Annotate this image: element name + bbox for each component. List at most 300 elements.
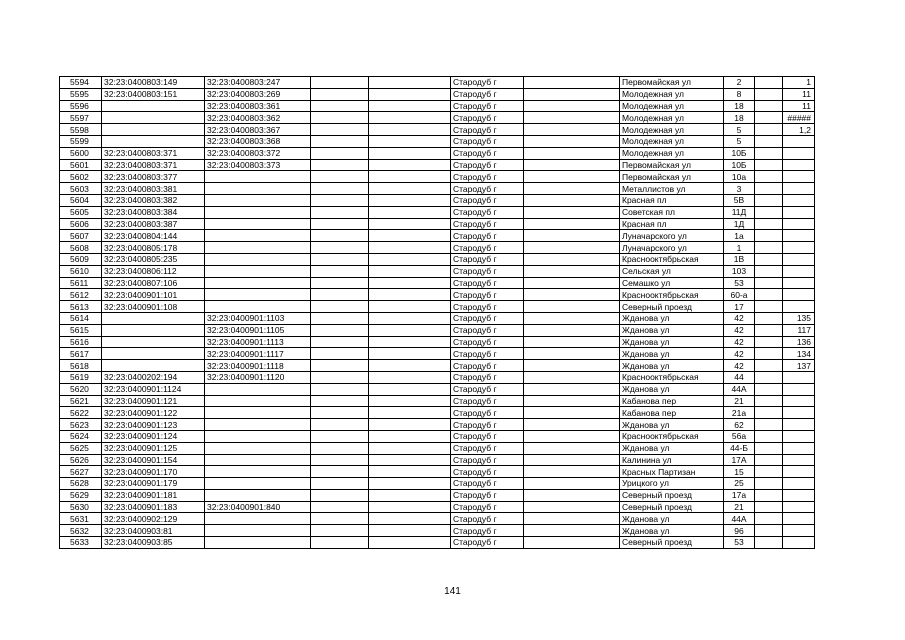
city-cell: Стародуб г <box>451 348 524 360</box>
table-row <box>60 77 815 89</box>
empty-cell-c <box>524 88 620 100</box>
empty-cell-b <box>369 206 451 218</box>
table-row <box>60 312 815 324</box>
table-row <box>60 395 815 407</box>
city-cell: Стародуб г <box>451 442 524 454</box>
house-number-cell: 2 <box>724 77 755 89</box>
empty-cell-b <box>369 454 451 466</box>
house-number-cell: 53 <box>724 277 755 289</box>
cadastral-number-cell: 32:23:0400803:149 <box>102 77 205 89</box>
row-number-cell: 5618 <box>60 360 102 372</box>
apartment-cell: 134 <box>783 348 815 360</box>
table-row <box>60 147 815 159</box>
linked-cadastral-number-cell <box>205 194 311 206</box>
empty-cell-b <box>369 159 451 171</box>
empty-cell-b <box>369 277 451 289</box>
linked-cadastral-number-cell: 32:23:0400803:373 <box>205 159 311 171</box>
linked-cadastral-number-cell: 32:23:0400803:269 <box>205 88 311 100</box>
empty-cell-b <box>369 430 451 442</box>
empty-cell-c <box>524 430 620 442</box>
row-number-cell: 5631 <box>60 513 102 525</box>
apartment-cell <box>783 489 815 501</box>
linked-cadastral-number-cell <box>205 489 311 501</box>
row-number-cell: 5610 <box>60 265 102 277</box>
linked-cadastral-number-cell <box>205 513 311 525</box>
table-row <box>60 289 815 301</box>
row-number-cell: 5600 <box>60 147 102 159</box>
table-row <box>60 242 815 254</box>
street-cell: Северный проезд <box>620 301 724 313</box>
table-row <box>60 253 815 265</box>
empty-cell-a <box>311 383 369 395</box>
empty-cell-c <box>524 100 620 112</box>
house-number-cell: 5 <box>724 135 755 147</box>
empty-cell-b <box>369 194 451 206</box>
empty-cell-b <box>369 265 451 277</box>
cadastral-number-cell <box>102 100 205 112</box>
row-number-cell: 5632 <box>60 525 102 537</box>
row-number-cell: 5602 <box>60 171 102 183</box>
house-number-cell: 11Д <box>724 206 755 218</box>
empty-cell-c <box>524 383 620 395</box>
empty-cell-a <box>311 371 369 383</box>
cadastral-number-cell <box>102 324 205 336</box>
city-cell: Стародуб г <box>451 135 524 147</box>
cadastral-number-cell: 32:23:0400805:178 <box>102 242 205 254</box>
apartment-cell <box>783 383 815 395</box>
empty-cell-c <box>524 525 620 537</box>
table-row <box>60 183 815 195</box>
city-cell: Стародуб г <box>451 430 524 442</box>
row-number-cell: 5620 <box>60 383 102 395</box>
empty-cell-a <box>311 489 369 501</box>
empty-cell-b <box>369 442 451 454</box>
row-number-cell: 5629 <box>60 489 102 501</box>
cadastral-number-cell: 32:23:0400803:377 <box>102 171 205 183</box>
cadastral-number-cell: 32:23:0400803:371 <box>102 159 205 171</box>
row-number-cell: 5598 <box>60 124 102 136</box>
city-cell: Стародуб г <box>451 265 524 277</box>
house-number-cell: 42 <box>724 348 755 360</box>
table-row <box>60 194 815 206</box>
street-cell: Северный проезд <box>620 489 724 501</box>
cadastral-number-cell: 32:23:0400903:85 <box>102 537 205 549</box>
apartment-cell: 11 <box>783 88 815 100</box>
apartment-cell <box>783 277 815 289</box>
cadastral-number-cell: 32:23:0400901:1124 <box>102 383 205 395</box>
city-cell: Стародуб г <box>451 242 524 254</box>
cadastral-number-cell <box>102 135 205 147</box>
city-cell: Стародуб г <box>451 407 524 419</box>
house-number-cell: 1Д <box>724 218 755 230</box>
apartment-cell: 1 <box>783 77 815 89</box>
linked-cadastral-number-cell <box>205 395 311 407</box>
cadastral-number-cell: 32:23:0400903:81 <box>102 525 205 537</box>
house-number-cell: 96 <box>724 525 755 537</box>
street-cell: Луначарского ул <box>620 230 724 242</box>
house-number-cell: 10Б <box>724 159 755 171</box>
apartment-cell <box>783 430 815 442</box>
street-cell: Жданова ул <box>620 348 724 360</box>
empty-cell-c <box>524 466 620 478</box>
house-number-cell: 18 <box>724 112 755 124</box>
linked-cadastral-number-cell: 32:23:0400901:840 <box>205 501 311 513</box>
empty-cell-d <box>755 183 783 195</box>
empty-cell-b <box>369 525 451 537</box>
empty-cell-c <box>524 312 620 324</box>
empty-cell-a <box>311 77 369 89</box>
city-cell: Стародуб г <box>451 206 524 218</box>
cadastral-number-cell: 32:23:0400803:381 <box>102 183 205 195</box>
street-cell: Жданова ул <box>620 360 724 372</box>
linked-cadastral-number-cell <box>205 242 311 254</box>
street-cell: Молодежная ул <box>620 112 724 124</box>
row-number-cell: 5613 <box>60 301 102 313</box>
street-cell: Жданова ул <box>620 419 724 431</box>
house-number-cell: 53 <box>724 537 755 549</box>
empty-cell-a <box>311 88 369 100</box>
empty-cell-d <box>755 242 783 254</box>
table-row <box>60 88 815 100</box>
table-row <box>60 348 815 360</box>
empty-cell-a <box>311 124 369 136</box>
house-number-cell: 8 <box>724 88 755 100</box>
empty-cell-b <box>369 301 451 313</box>
house-number-cell: 15 <box>724 466 755 478</box>
empty-cell-a <box>311 289 369 301</box>
street-cell: Первомайская ул <box>620 171 724 183</box>
street-cell: Молодежная ул <box>620 124 724 136</box>
house-number-cell: 17А <box>724 454 755 466</box>
empty-cell-a <box>311 360 369 372</box>
empty-cell-d <box>755 312 783 324</box>
city-cell: Стародуб г <box>451 77 524 89</box>
empty-cell-c <box>524 253 620 265</box>
empty-cell-c <box>524 194 620 206</box>
linked-cadastral-number-cell <box>205 478 311 490</box>
empty-cell-a <box>311 265 369 277</box>
cadastral-number-cell: 32:23:0400803:371 <box>102 147 205 159</box>
row-number-cell: 5614 <box>60 312 102 324</box>
linked-cadastral-number-cell <box>205 407 311 419</box>
house-number-cell: 44 <box>724 371 755 383</box>
empty-cell-a <box>311 277 369 289</box>
street-cell: Жданова ул <box>620 312 724 324</box>
empty-cell-c <box>524 171 620 183</box>
apartment-cell <box>783 242 815 254</box>
linked-cadastral-number-cell: 32:23:0400803:372 <box>205 147 311 159</box>
empty-cell-b <box>369 371 451 383</box>
row-number-cell: 5605 <box>60 206 102 218</box>
empty-cell-b <box>369 312 451 324</box>
row-number-cell: 5630 <box>60 501 102 513</box>
house-number-cell: 5 <box>724 124 755 136</box>
house-number-cell: 42 <box>724 312 755 324</box>
empty-cell-c <box>524 454 620 466</box>
city-cell: Стародуб г <box>451 312 524 324</box>
linked-cadastral-number-cell: 32:23:0400901:1113 <box>205 336 311 348</box>
empty-cell-a <box>311 242 369 254</box>
empty-cell-d <box>755 100 783 112</box>
empty-cell-b <box>369 230 451 242</box>
empty-cell-d <box>755 230 783 242</box>
city-cell: Стародуб г <box>451 336 524 348</box>
house-number-cell: 103 <box>724 265 755 277</box>
empty-cell-a <box>311 442 369 454</box>
apartment-cell: 137 <box>783 360 815 372</box>
empty-cell-a <box>311 395 369 407</box>
empty-cell-b <box>369 537 451 549</box>
empty-cell-d <box>755 513 783 525</box>
empty-cell-d <box>755 147 783 159</box>
row-number-cell: 5616 <box>60 336 102 348</box>
empty-cell-b <box>369 147 451 159</box>
table-row <box>60 442 815 454</box>
empty-cell-a <box>311 253 369 265</box>
city-cell: Стародуб г <box>451 218 524 230</box>
street-cell: Молодежная ул <box>620 88 724 100</box>
empty-cell-c <box>524 348 620 360</box>
house-number-cell: 44А <box>724 513 755 525</box>
cadastral-number-cell: 32:23:0400901:101 <box>102 289 205 301</box>
house-number-cell: 5В <box>724 194 755 206</box>
empty-cell-c <box>524 407 620 419</box>
linked-cadastral-number-cell <box>205 537 311 549</box>
empty-cell-a <box>311 112 369 124</box>
apartment-cell <box>783 454 815 466</box>
empty-cell-d <box>755 289 783 301</box>
row-number-cell: 5595 <box>60 88 102 100</box>
city-cell: Стародуб г <box>451 194 524 206</box>
house-number-cell: 10а <box>724 171 755 183</box>
empty-cell-c <box>524 218 620 230</box>
house-number-cell: 17а <box>724 489 755 501</box>
cadastral-number-cell: 32:23:0400805:235 <box>102 253 205 265</box>
house-number-cell: 10Б <box>724 147 755 159</box>
empty-cell-b <box>369 88 451 100</box>
apartment-cell <box>783 194 815 206</box>
table-row <box>60 383 815 395</box>
street-cell: Северный проезд <box>620 537 724 549</box>
empty-cell-a <box>311 501 369 513</box>
empty-cell-d <box>755 88 783 100</box>
empty-cell-a <box>311 147 369 159</box>
apartment-cell: 117 <box>783 324 815 336</box>
table-row <box>60 430 815 442</box>
cadastral-number-cell: 32:23:0400807:106 <box>102 277 205 289</box>
empty-cell-d <box>755 77 783 89</box>
empty-cell-b <box>369 218 451 230</box>
empty-cell-a <box>311 513 369 525</box>
empty-cell-c <box>524 301 620 313</box>
empty-cell-a <box>311 230 369 242</box>
empty-cell-b <box>369 183 451 195</box>
apartment-cell <box>783 478 815 490</box>
empty-cell-b <box>369 478 451 490</box>
linked-cadastral-number-cell: 32:23:0400803:367 <box>205 124 311 136</box>
empty-cell-c <box>524 206 620 218</box>
empty-cell-a <box>311 454 369 466</box>
linked-cadastral-number-cell <box>205 206 311 218</box>
apartment-cell <box>783 395 815 407</box>
house-number-cell: 3 <box>724 183 755 195</box>
empty-cell-a <box>311 430 369 442</box>
empty-cell-c <box>524 501 620 513</box>
linked-cadastral-number-cell <box>205 265 311 277</box>
cadastral-number-cell: 32:23:0400901:108 <box>102 301 205 313</box>
city-cell: Стародуб г <box>451 395 524 407</box>
empty-cell-b <box>369 407 451 419</box>
linked-cadastral-number-cell <box>205 253 311 265</box>
street-cell: Калинина ул <box>620 454 724 466</box>
empty-cell-c <box>524 289 620 301</box>
table-row <box>60 301 815 313</box>
empty-cell-b <box>369 419 451 431</box>
city-cell: Стародуб г <box>451 289 524 301</box>
empty-cell-d <box>755 194 783 206</box>
row-number-cell: 5623 <box>60 419 102 431</box>
street-cell: Молодежная ул <box>620 135 724 147</box>
empty-cell-d <box>755 537 783 549</box>
linked-cadastral-number-cell <box>205 466 311 478</box>
row-number-cell: 5608 <box>60 242 102 254</box>
linked-cadastral-number-cell: 32:23:0400803:362 <box>205 112 311 124</box>
linked-cadastral-number-cell: 32:23:0400901:1118 <box>205 360 311 372</box>
street-cell: Первомайская ул <box>620 77 724 89</box>
empty-cell-a <box>311 159 369 171</box>
street-cell: Кабанова пер <box>620 395 724 407</box>
street-cell: Краснооктябрьская <box>620 289 724 301</box>
apartment-cell <box>783 253 815 265</box>
empty-cell-d <box>755 489 783 501</box>
city-cell: Стародуб г <box>451 147 524 159</box>
linked-cadastral-number-cell <box>205 442 311 454</box>
city-cell: Стародуб г <box>451 383 524 395</box>
house-number-cell: 18 <box>724 100 755 112</box>
city-cell: Стародуб г <box>451 88 524 100</box>
city-cell: Стародуб г <box>451 183 524 195</box>
city-cell: Стародуб г <box>451 478 524 490</box>
empty-cell-d <box>755 360 783 372</box>
house-number-cell: 21а <box>724 407 755 419</box>
apartment-cell <box>783 159 815 171</box>
city-cell: Стародуб г <box>451 230 524 242</box>
apartment-cell <box>783 135 815 147</box>
table-row <box>60 360 815 372</box>
cadastral-number-cell: 32:23:0400901:124 <box>102 430 205 442</box>
empty-cell-a <box>311 183 369 195</box>
empty-cell-c <box>524 537 620 549</box>
empty-cell-a <box>311 301 369 313</box>
empty-cell-d <box>755 159 783 171</box>
city-cell: Стародуб г <box>451 100 524 112</box>
empty-cell-a <box>311 419 369 431</box>
row-number-cell: 5626 <box>60 454 102 466</box>
linked-cadastral-number-cell <box>205 289 311 301</box>
linked-cadastral-number-cell <box>205 171 311 183</box>
empty-cell-c <box>524 489 620 501</box>
empty-cell-a <box>311 135 369 147</box>
empty-cell-d <box>755 124 783 136</box>
empty-cell-d <box>755 135 783 147</box>
apartment-cell <box>783 218 815 230</box>
empty-cell-b <box>369 100 451 112</box>
street-cell: Жданова ул <box>620 442 724 454</box>
empty-cell-a <box>311 348 369 360</box>
apartment-cell <box>783 289 815 301</box>
cadastral-number-cell: 32:23:0400901:125 <box>102 442 205 454</box>
house-number-cell: 42 <box>724 324 755 336</box>
empty-cell-a <box>311 312 369 324</box>
linked-cadastral-number-cell <box>205 525 311 537</box>
apartment-cell: 11 <box>783 100 815 112</box>
table-row <box>60 112 815 124</box>
city-cell: Стародуб г <box>451 371 524 383</box>
cadastral-number-cell: 32:23:0400803:384 <box>102 206 205 218</box>
empty-cell-b <box>369 112 451 124</box>
linked-cadastral-number-cell <box>205 230 311 242</box>
table-row <box>60 454 815 466</box>
empty-cell-a <box>311 171 369 183</box>
city-cell: Стародуб г <box>451 253 524 265</box>
apartment-cell <box>783 371 815 383</box>
empty-cell-c <box>524 147 620 159</box>
empty-cell-b <box>369 253 451 265</box>
street-cell: Кабанова пер <box>620 407 724 419</box>
house-number-cell: 42 <box>724 360 755 372</box>
house-number-cell: 56а <box>724 430 755 442</box>
row-number-cell: 5628 <box>60 478 102 490</box>
table-row <box>60 466 815 478</box>
table-row <box>60 501 815 513</box>
table-row <box>60 124 815 136</box>
empty-cell-b <box>369 336 451 348</box>
row-number-cell: 5594 <box>60 77 102 89</box>
row-number-cell: 5597 <box>60 112 102 124</box>
city-cell: Стародуб г <box>451 466 524 478</box>
empty-cell-d <box>755 419 783 431</box>
cadastral-number-cell: 32:23:0400803:382 <box>102 194 205 206</box>
table-row <box>60 513 815 525</box>
cadastral-number-cell <box>102 112 205 124</box>
city-cell: Стародуб г <box>451 525 524 537</box>
city-cell: Стародуб г <box>451 501 524 513</box>
row-number-cell: 5596 <box>60 100 102 112</box>
empty-cell-b <box>369 348 451 360</box>
street-cell: Жданова ул <box>620 336 724 348</box>
table-row <box>60 336 815 348</box>
empty-cell-a <box>311 324 369 336</box>
street-cell: Жданова ул <box>620 525 724 537</box>
city-cell: Стародуб г <box>451 489 524 501</box>
cadastral-number-cell: 32:23:0400202:194 <box>102 371 205 383</box>
empty-cell-b <box>369 242 451 254</box>
city-cell: Стародуб г <box>451 159 524 171</box>
apartment-cell <box>783 501 815 513</box>
street-cell: Луначарского ул <box>620 242 724 254</box>
city-cell: Стародуб г <box>451 454 524 466</box>
row-number-cell: 5617 <box>60 348 102 360</box>
house-number-cell: 17 <box>724 301 755 313</box>
apartment-cell <box>783 442 815 454</box>
empty-cell-d <box>755 218 783 230</box>
cadastral-number-cell <box>102 348 205 360</box>
empty-cell-c <box>524 442 620 454</box>
row-number-cell: 5615 <box>60 324 102 336</box>
table-body <box>60 77 815 549</box>
street-cell: Урицкого ул <box>620 478 724 490</box>
empty-cell-c <box>524 419 620 431</box>
